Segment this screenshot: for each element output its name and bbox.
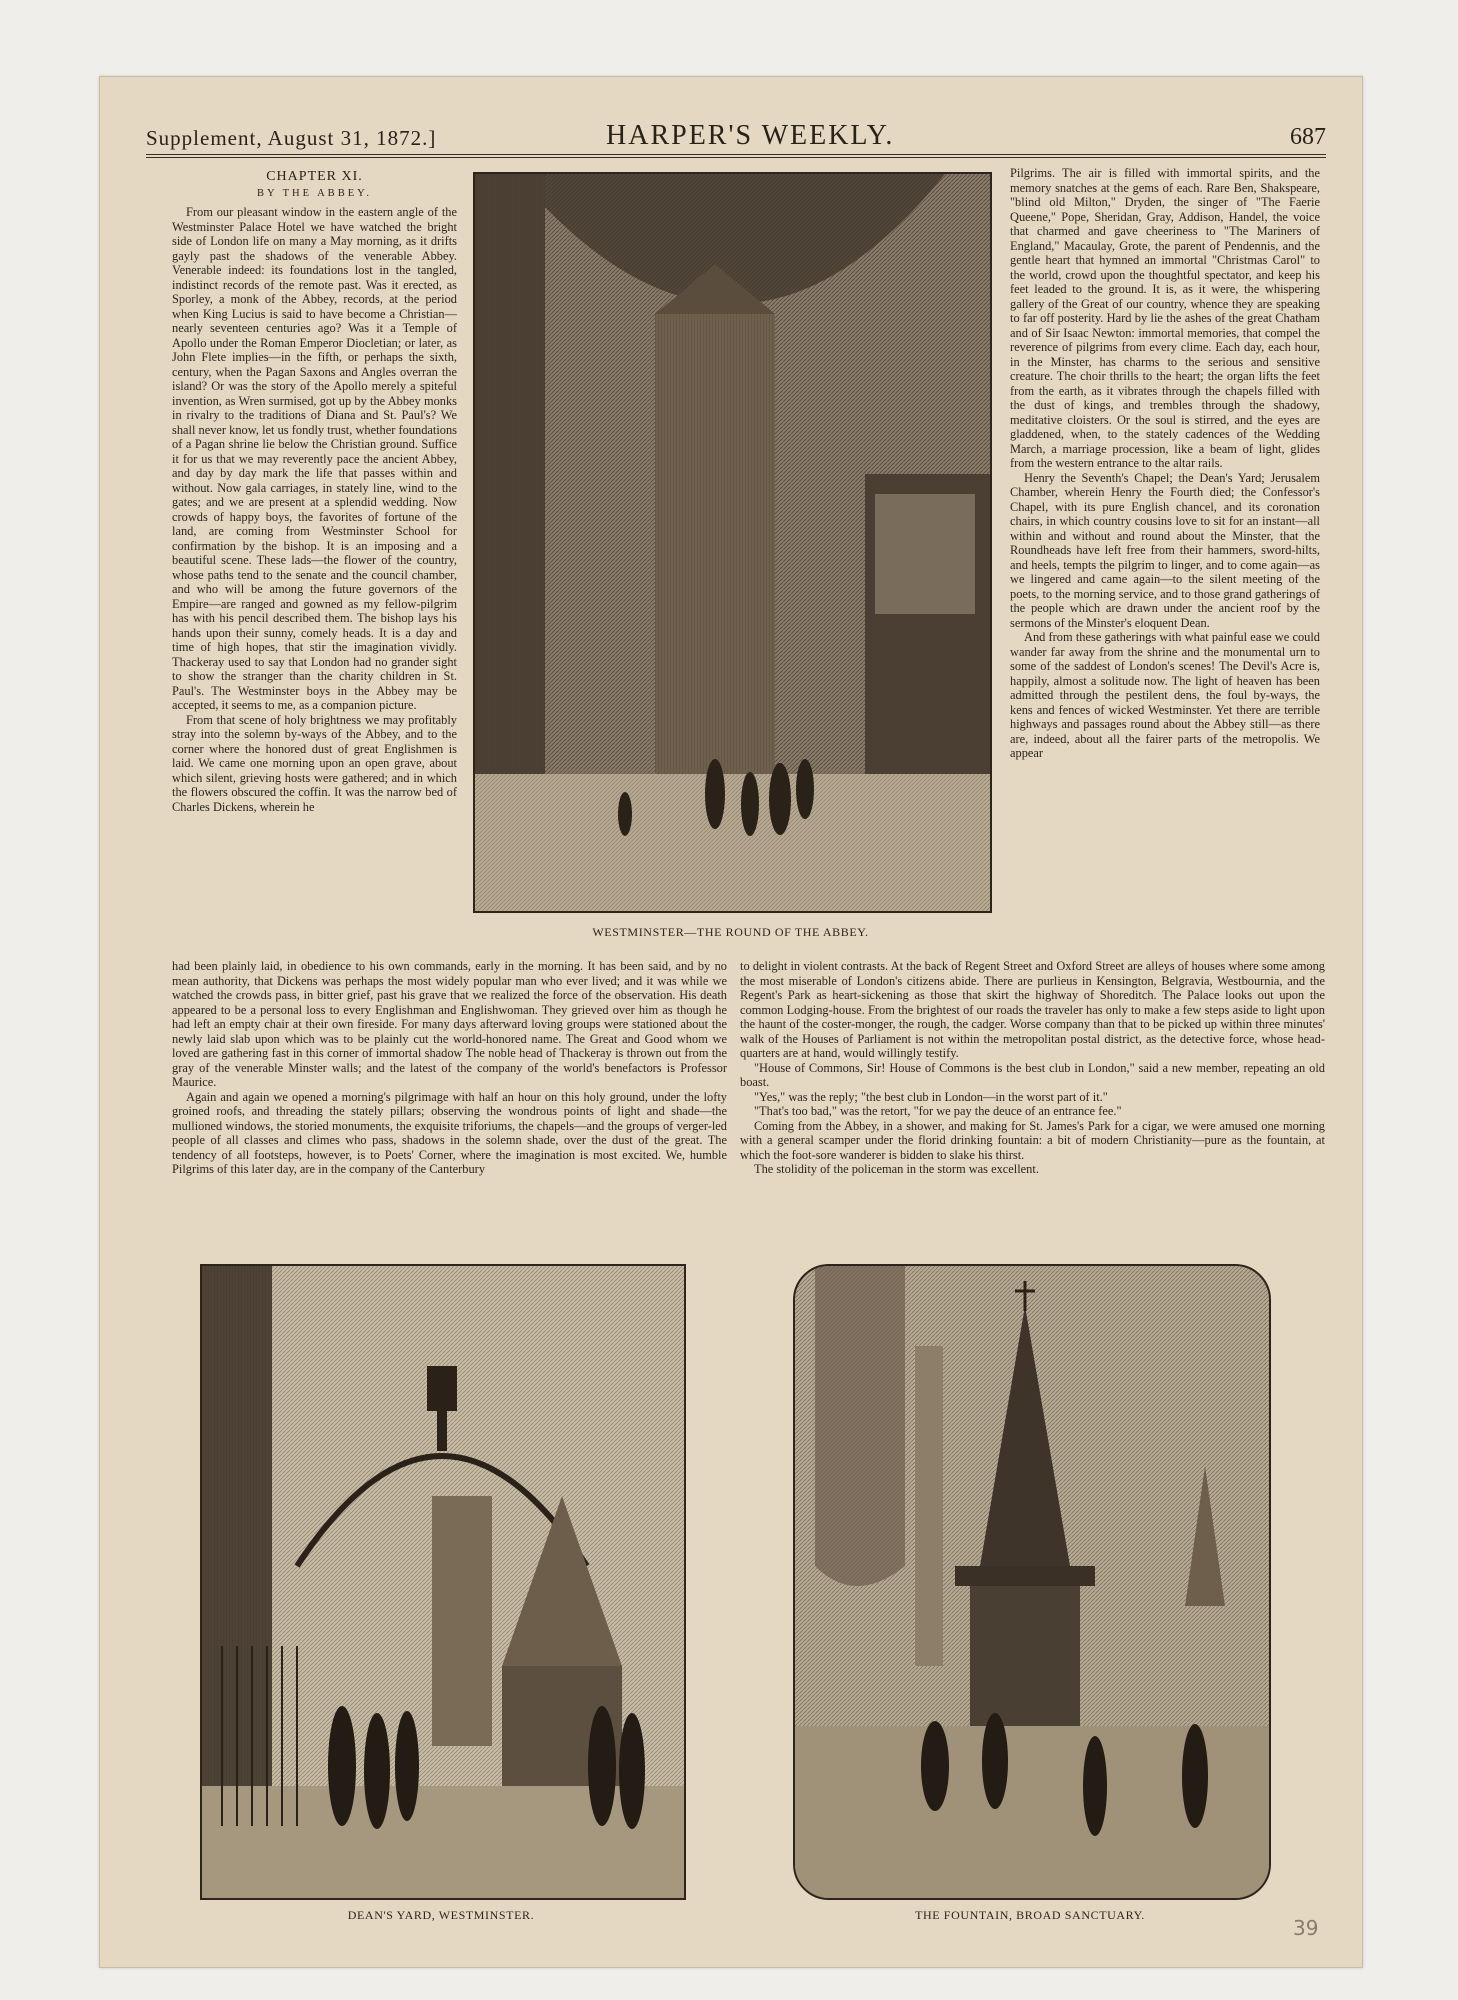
engraving-westminster-round bbox=[473, 172, 992, 913]
article-column-4 bbox=[740, 959, 1325, 1235]
paragraph: "House of Commons, Sir! House of Commons is the best club in London," said a new member, repeating an old boast. bbox=[740, 1060, 1325, 1089]
paragraph: Henry the Seventh's Chapel; the Dean's Yard; Jerusalem Chamber, wherein Henry the Fourth died; the Confessor's Chapel, with its pure English chancel, and its coronation chairs, in which country cousins love to sit for an instant—all within and without and round about the Minster, that the Roundheads have left free from their hammers, sword-hilts, and heels, tempts the pilgrim to linger, and to come again—as we lingered and came again—to the silent meeting of the poets, to the morning service, and to those grand gatherings of the people which are drawn under the ancient roof by the sermons of the Minster's eloquent Dean. bbox=[1010, 470, 1320, 630]
paragraph: to delight in violent contrasts. At the back of Regent Street and Oxford Street are alleys of houses where some among the most miserable of London's citizens abide. There are purlieus in Kensington, Belgravia, Westbournia, and the Regent's Park as heart-sickening as those that skirt the highway of Shoreditch. The Palace looks out upon the common Lodging-house. From the brightest of our roads the traveler has only to make a few steps aside to light upon the haunt of the coster-monger, the rough, the cadger. Worse company than that to be picked up within three minutes' walk of the Houses of Parliament is not within the metropolitan postal district, as the detective force, whose head-quarters are at hand, would willingly testify. bbox=[740, 959, 1325, 1060]
chapter-byline: BY THE ABBEY. bbox=[257, 187, 372, 199]
header-rule bbox=[146, 154, 1326, 155]
engraving-deans-yard bbox=[200, 1264, 686, 1900]
article-column-2 bbox=[172, 959, 727, 1235]
paragraph: The stolidity of the policeman in the storm was excellent. bbox=[754, 1162, 1039, 1176]
header-date: Supplement, August 31, 1872.] bbox=[146, 126, 437, 150]
paragraph: "That's too bad," was the retort, "for we pay the deuce of an entrance fee." bbox=[754, 1104, 1122, 1118]
paragraph: Coming from the Abbey, in a shower, and making for St. James's Park for a cigar, we were amused one morning with a general scamper under the florid drinking fountain: a bit of modern Christianity—pure as the fountain, at which the foot-sore wanderer is bidden to slake his thirst. bbox=[740, 1118, 1325, 1162]
fountain-caption: THE FOUNTAIN, BROAD SANCTUARY. bbox=[915, 1908, 1145, 1922]
article-column-1 bbox=[172, 170, 457, 960]
page-number: 687 bbox=[1290, 124, 1326, 150]
abbey-interior-illustration bbox=[475, 174, 990, 911]
engraving-fountain-broad-sanctuary bbox=[793, 1264, 1271, 1900]
paragraph: Again and again we opened a morning's pilgrimage with half an hour on this holy ground, under the lofty groined roofs, and threading the stately pillars; observing the wondrous points of light and shade—the mullioned windows, the storied monuments, the exquisite triforiums, the chapels—and the groups of verger-led people of all classes and climes who pass, shadows in the solemn shade, over the dust of the great. The tendency of all footsteps, however, is to Poets' Corner, where the imagination is most excited. We, humble Pilgrims of this later day, are in the company of the Canterbury bbox=[172, 1089, 727, 1176]
top-engraving-caption: WESTMINSTER—THE ROUND OF THE ABBEY. bbox=[592, 925, 869, 939]
pencil-page-note: 39 bbox=[1293, 1916, 1319, 1940]
fountain-illustration bbox=[795, 1266, 1269, 1898]
paragraph: From our pleasant window in the eastern angle of the Westminster Palace Hotel we have watched the bright side of London life on many a May morning, as it drifts gayly past the shadows of the venerable Abbey. Venerable indeed: its foundations lost in the tangled, indistinct records of the remote past. Was it erected, as Sporley, a monk of the Abbey, records, at the period when King Lucius is said to have become a Christian—nearly seventeen centuries ago? Was it a Temple of Apollo under the Roman Emperor Diocletian; or later, as John Flete implies—in the fifth, or perhaps the sixth, century, when the Pagan Saxons and Angles overran the island? Or was the story of the Apollo merely a spiteful invention, as Wren surmised, got up by the Abbey monks in rivalry to the traditions of Diana and St. Paul's? We shall never know, let us fondly trust, whether foundations of a Pagan shrine lie below the Christian ground. Suffice it for us that we may reverently pace the ancient Abbey, and day by day mark the life that passes within and without. Now gala carriages, in stately line, wind to the gates; and we are present at a splendid wedding. Now crowds of happy boys, the favorites of fortune of the land, are coming from Westminster School for confirmation by the bishop. It is an imposing and a beautiful scene. These lads—the flower of the country, whose paths tend to the senate and the council chamber, and who will be among the future governors of the Empire—are ranged and gowned as my fellow-pilgrim has with his pencil described them. The bishop lays his hands upon their sunny, comely heads. It is a day and time of high hopes, that stir the imagination vividly. Thackeray used to say that London had no grander sight to show the stranger than the charity children in St. Paul's. The Westminster boys in the Abbey may be accepted, it seems to me, as a companion picture. bbox=[172, 205, 457, 712]
paragraph: Pilgrims. The air is filled with immortal spirits, and the memory snatches at the gems of each. Rare Ben, Shakspeare, "blind old Milton," Dryden, the singer of "The Faerie Queene," Pope, Sheridan, Gray, Addison, Handel, the voice that charmed and gave cheeriness to "The Mariners of England," Macaulay, Grote, the parent of Pendennis, and the gentle heart that hymned an immortal "Christmas Carol" to the world, crowd upon the thoughtful spectator, and keep his feet leaded to the ground. It is, as it were, the whispering gallery of the Great of our country, whence they are speaking to far off posterity. Hard by lie the ashes of the great Chatham and of Sir Isaac Newton: immortal memories, that compel the reverence of pilgrims from every clime. Each day, each hour, in the Minster, has charms to the serious and sensitive creature. The choir thrills to the heart; the organ lifts the feet from the earth, as it vibrates through the chapels filled with the dust of kings, and trembles through the shadowy, meditative cloisters. Or the soul is stirred, and the eyes are gladdened, when, to the stately cadences of the Wedding March, a marriage procession, like a beam of light, glides from the western entrance to the altar rails. bbox=[1010, 166, 1320, 470]
paragraph: had been plainly laid, in obedience to his own commands, early in the morning. It has been said, and by no mean authority, that Dickens was perhaps the most widely popular man who ever lived; and it was while we watched the crowds pass, in bitter grief, past his grave that we realized the force of the observation. His death appeared to be a personal loss to every Englishman and Englishwoman. They grieved over him as though he had left an empty chair at their own fireside. For many days afterward loving groups were stationed about the newly laid slab upon which was to be plainly cut the world-honored name. The Great and Good whom we loved are gathering fast in this corner of immortal shadow The noble head of Thackeray is thrown out from the gray of the venerable Minster walls; and the latest of the company of the world's benefactors is Professor Maurice. bbox=[172, 959, 727, 1089]
chapter-heading: CHAPTER XI. bbox=[266, 170, 363, 184]
header-rule-2 bbox=[146, 157, 1326, 158]
paragraph: And from these gatherings with what painful ease we could wander far away from the shrine and the monumental urn to some of the saddest of London's scenes! The Devil's Acre is, happily, almost a solitude now. The light of heaven has been admitted through the pestilent dens, the foul by-ways, the kens and fences of wicked Westminster. Yet there are terrible highways and passages round about the Abbey still—as there are, indeed, about all the fairer parts of the metropolis. We appear bbox=[1010, 630, 1320, 760]
paragraph: From that scene of holy brightness we may profitably stray into the solemn by-ways of the Abbey, and to the corner where the honored dust of great Englishmen is laid. We came one morning upon an open grave, about which silent, grieving hosts were gathered; and in which the flowers obscured the coffin. It was the narrow bed of Charles Dickens, wherein he bbox=[172, 712, 457, 814]
masthead-title: HARPER'S WEEKLY. bbox=[606, 120, 895, 151]
deans-yard-caption: DEAN'S YARD, WESTMINSTER. bbox=[347, 1908, 535, 1922]
article-column-3 bbox=[1010, 166, 1320, 956]
paragraph: "Yes," was the reply; "the best club in London—in the worst part of it." bbox=[754, 1089, 1108, 1104]
deans-yard-illustration bbox=[202, 1266, 684, 1898]
